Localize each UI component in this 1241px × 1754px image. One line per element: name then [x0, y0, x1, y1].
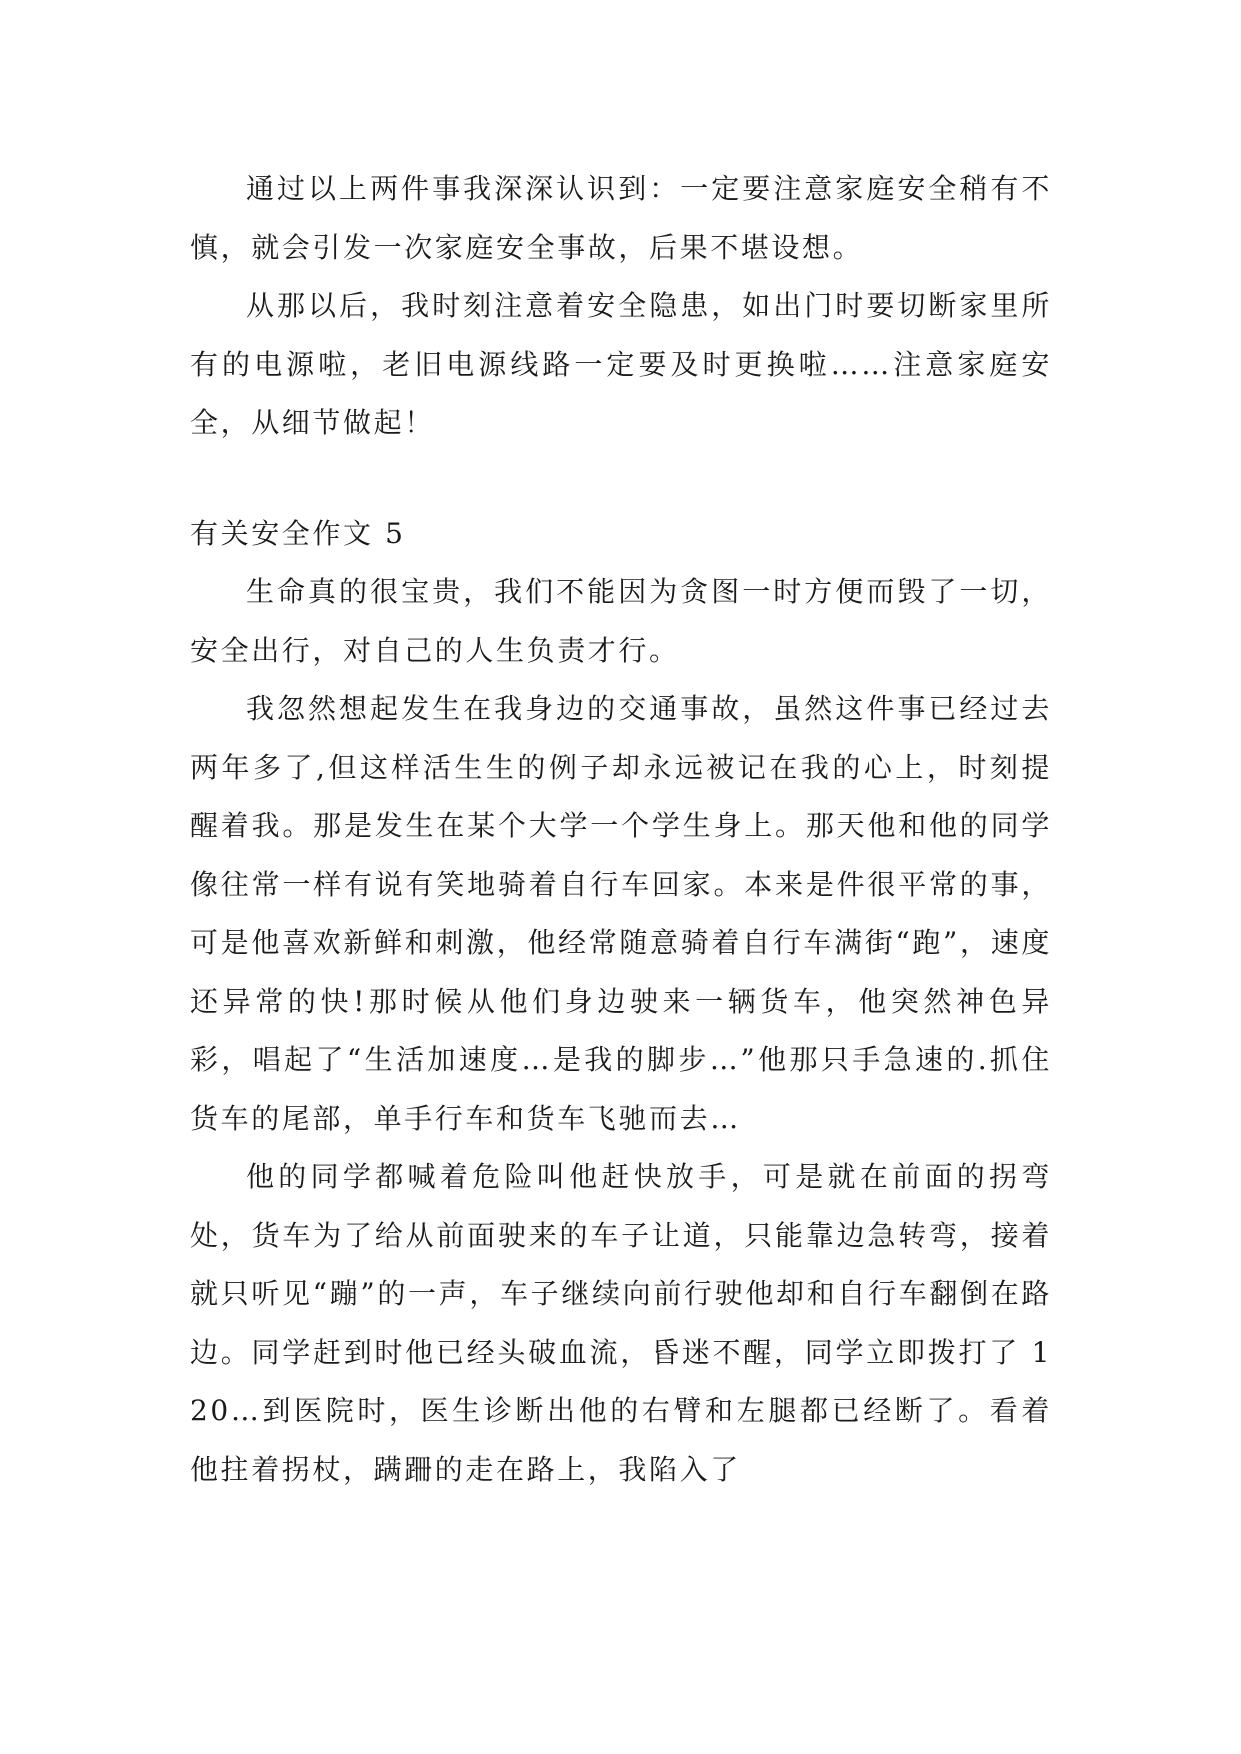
paragraph: 我忽然想起发生在我身边的交通事故，虽然这件事已经过去两年多了,但这样活生生的例子却永远被记在我的心上，时刻提醒着我。那是发生在某个大学一个学生身上。那天他和他的同学像往常一样有说有笑地骑着自行车回家。本来是件很平常的事，可是他喜欢新鲜和刺激，他经常随意骑着自行车满街“跑”，速度还异常的快!那时候从他们身边驶来一辆货车，他突然神色异彩，唱起了“生活加速度…是我的脚步…”他那只手急速的.抓住货车的尾部，单手行车和货车飞驰而去… [190, 692, 1052, 1135]
paragraph: 生命真的很宝贵，我们不能因为贪图一时方便而毁了一切，安全出行，对自己的人生负责才行。 [190, 575, 1052, 667]
paragraph: 通过以上两件事我深深认识到：一定要注意家庭安全稍有不慎，就会引发一次家庭安全事故，后果不堪设想。 [190, 172, 1052, 264]
section-title: 有关安全作文 5 [190, 516, 406, 550]
paragraph: 从那以后，我时刻注意着安全隐患，如出门时要切断家里所有的电源啦，老旧电源线路一定要及时更换啦……注意家庭安全，从细节做起！ [190, 289, 1052, 439]
paragraph: 他的同学都喊着危险叫他赶快放手，可是就在前面的拐弯处，货车为了给从前面驶来的车子让道，只能靠边急转弯，接着就只听见“蹦”的一声，车子继续向前行驶他却和自行车翻倒在路边。同学赶到时他已经头破血流，昏迷不醒，同学立即拨打了 120…到医院时，医生诊断出他的右臂和左腿都已经断了。看着他拄着拐杖，蹒跚的走在路上，我陷入了 [190, 1160, 1052, 1486]
document-body [190, 160, 1052, 1499]
